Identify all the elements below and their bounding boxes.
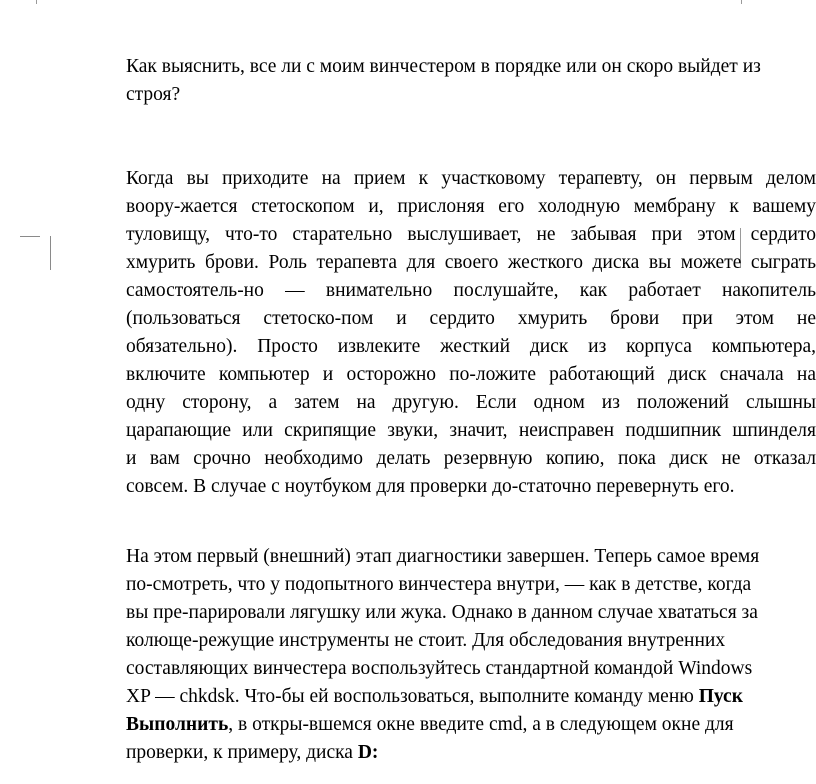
text-run: проверки, к примеру, диска: [126, 742, 358, 763]
paragraph-line: Когда вы приходите на прием к участковому терапевту, он первым делом: [126, 168, 816, 189]
margin-crop-mark-vertical: [50, 236, 51, 270]
paragraph-line: На этом первый (внешний) этап диагностики завершен. Теперь самое время: [126, 546, 760, 567]
text-run: , в откры-вшемся окне введите cmd, а в следующем окне для: [228, 714, 734, 735]
drive-letter: D:: [357, 742, 379, 763]
text-run: XP — chkdsk. Что-бы ей воспользоваться, выполните команду меню: [126, 686, 699, 707]
paragraph-line: самостоятель-но — внимательно послушайте, как работает накопитель: [126, 280, 816, 301]
paragraph-line: вы пре-парировали лягушку или жука. Однако в данном случае хвататься за: [126, 602, 758, 623]
heading-line: Как выяснить, все ли с моим винчестером в порядке или он скоро выйдет из: [126, 56, 761, 77]
menu-command-start: Пуск: [698, 686, 743, 707]
paragraph-line: составляющих винчестера воспользуйтесь стандартной командой Windows: [126, 658, 753, 679]
paragraph-line: туловищу, что-то старательно выслушивает, не забывая при этом сердито: [126, 224, 816, 245]
paragraph-line: колюще-режущие инструменты не стоит. Для обследования внутренних: [126, 630, 726, 651]
heading-line: строя?: [126, 84, 181, 105]
paragraph-stethoscope: [126, 165, 816, 501]
paragraph-line: [126, 711, 816, 739]
ruler-mark-left: [36, 0, 37, 4]
heading-question: [126, 53, 816, 109]
margin-crop-mark-horizontal: [20, 236, 40, 237]
ruler-mark-right: [741, 0, 742, 4]
paragraph-line: включите компьютер и осторожно по-ложите работающий диск сначала на: [126, 364, 816, 385]
paragraph-line: совсем. В случае с ноутбуком для проверки до-статочно перевернуть его.: [126, 476, 735, 497]
paragraph-line: обязательно). Просто извлеките жесткий диск из корпуса компьютера,: [126, 336, 816, 357]
paragraph-line: [126, 683, 816, 711]
paragraph-line: хмурить брови. Роль терапевта для своего жесткого диска вы можете сыграть: [126, 252, 816, 273]
paragraph-line: воору-жается стетоскопом и, прислоняя его холодную мембрану к вашему: [126, 196, 816, 217]
paragraph-line: одну сторону, а затем на другую. Если одном из положений слышны: [126, 392, 816, 413]
paragraph-line: по-смотреть, что у подопытного винчестера внутри, — как в детстве, когда: [126, 574, 752, 595]
paragraph-line: царапающие или скрипящие звуки, значит, неисправен подшипник шпинделя: [126, 420, 816, 441]
menu-command-run: Выполнить: [126, 714, 229, 735]
paragraph-diagnostics: [126, 543, 816, 767]
paragraph-line: и вам срочно необходимо делать резервную копию, пока диск не отказал: [126, 448, 816, 469]
paragraph-line: (пользоваться стетоско-пом и сердито хмурить брови при этом не: [126, 308, 816, 329]
paragraph-line: [126, 739, 816, 767]
